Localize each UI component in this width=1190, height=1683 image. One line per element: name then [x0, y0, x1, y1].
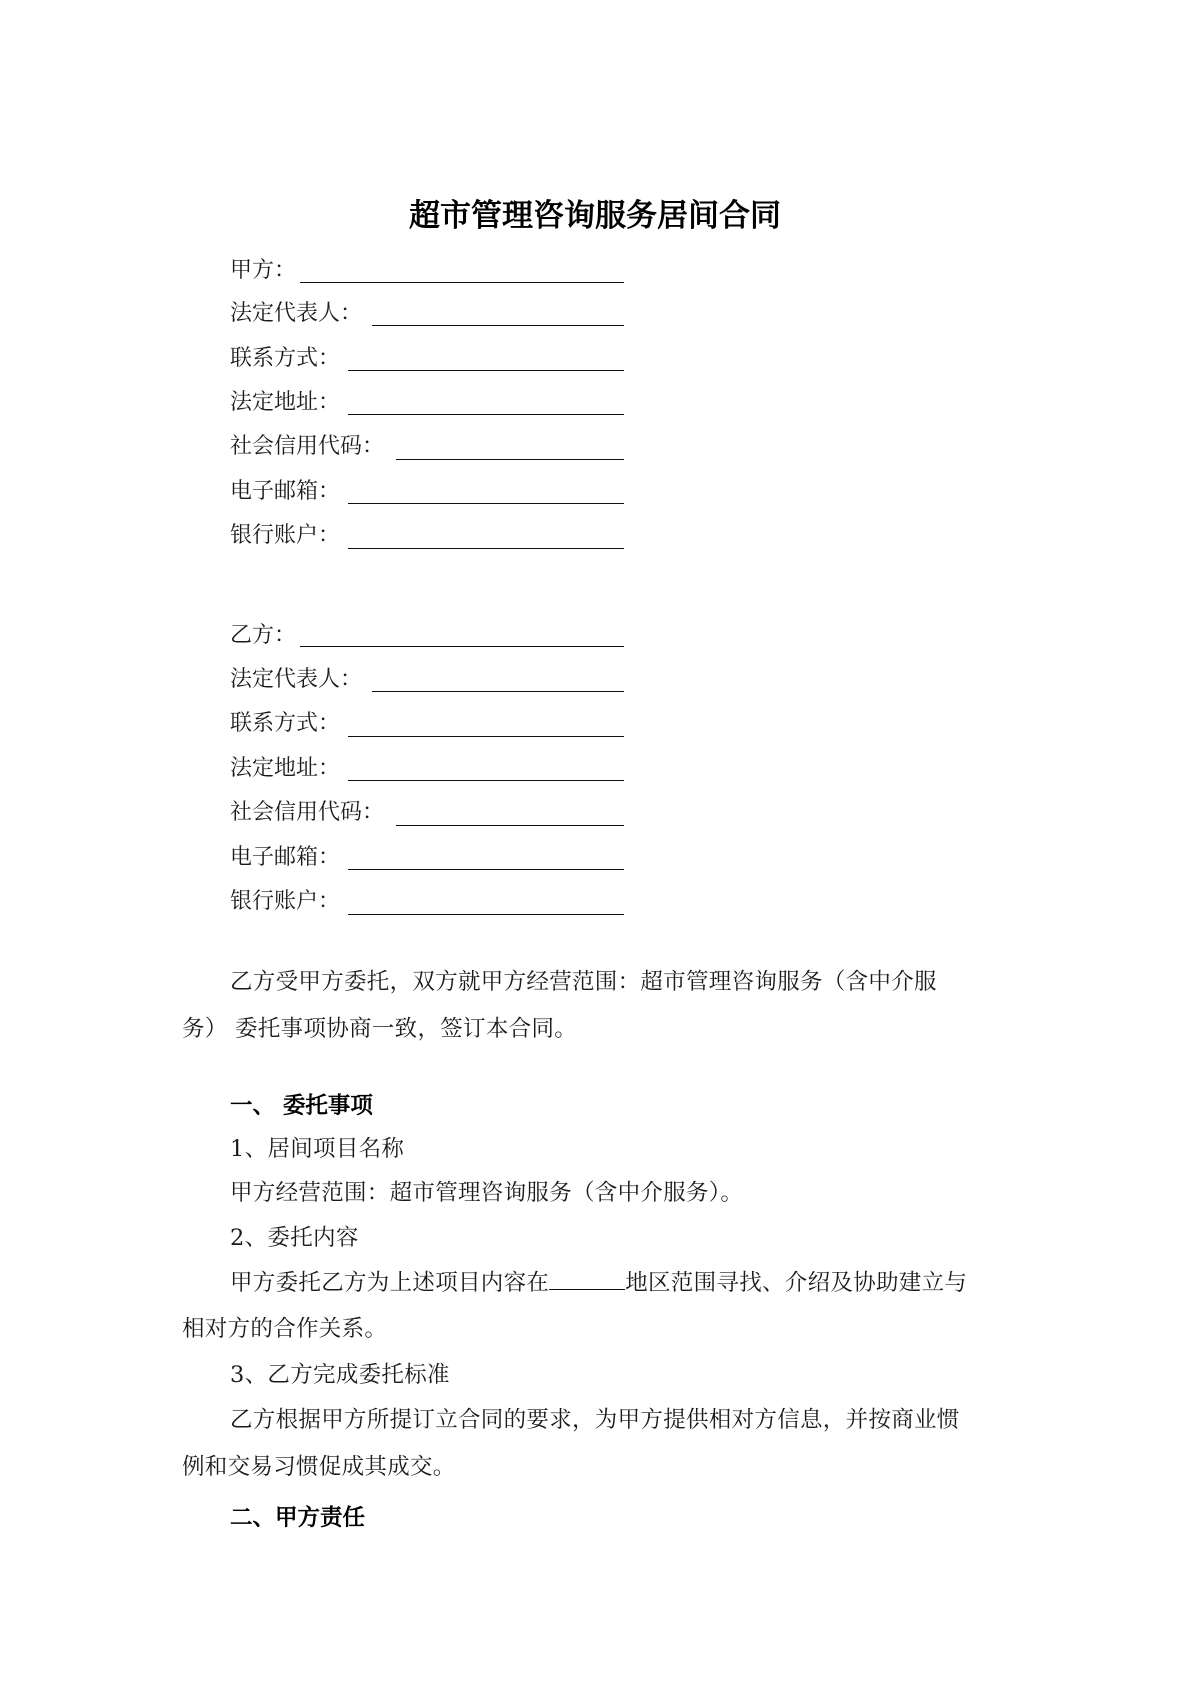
field-label: 法定地址： — [230, 756, 341, 781]
party-b-rep-underline[interactable] — [372, 691, 624, 692]
section-2-heading: 二、甲方责任 — [230, 1505, 366, 1531]
field-label: 银行账户： — [230, 889, 341, 914]
party-b-email-underline[interactable] — [348, 869, 624, 870]
intro-line-1: 乙方受甲方委托，双方就甲方经营范围：超市管理咨询服务（含中介服 — [230, 969, 937, 995]
field-label: 联系方式： — [230, 711, 341, 736]
field-label: 电子邮箱： — [230, 479, 341, 504]
party-b-bank-underline[interactable] — [348, 914, 624, 915]
section-1-item-3-text-line-1: 乙方根据甲方所提订立合同的要求，为甲方提供相对方信息，并按商业惯 — [230, 1407, 960, 1433]
party-a-credit-code-underline[interactable] — [396, 459, 624, 460]
party-b-rep-field[interactable] — [230, 665, 362, 695]
field-label: 法定地址： — [230, 390, 341, 415]
field-label: 社会信用代码： — [230, 434, 385, 459]
party-b-contact-underline[interactable] — [348, 736, 624, 737]
field-label: 法定代表人： — [230, 667, 363, 692]
party-a-email-underline[interactable] — [348, 503, 624, 504]
party-b-address-underline[interactable] — [348, 780, 624, 781]
party-a-email-field[interactable] — [230, 477, 340, 507]
field-label: 甲方： — [230, 258, 297, 283]
field-label: 联系方式： — [230, 346, 341, 371]
field-label: 社会信用代码： — [230, 800, 385, 825]
field-label: 乙方： — [230, 623, 297, 648]
party-b-name-underline[interactable] — [300, 646, 624, 647]
region-blank-field[interactable] — [549, 1269, 625, 1290]
party-a-credit-code-field[interactable] — [230, 432, 384, 462]
party-a-address-underline[interactable] — [348, 414, 624, 415]
party-a-contact-field[interactable] — [230, 344, 340, 374]
section-1-item-3-text-line-2: 例和交易习惯促成其成交。 — [182, 1454, 456, 1480]
party-a-bank-underline[interactable] — [348, 548, 624, 549]
intro-line-2: 务） 委托事项协商一致，签订本合同。 — [182, 1016, 578, 1042]
item-2-text-after: 地区范围寻找、介绍及协助建立与 — [625, 1270, 968, 1296]
section-1-item-1-text: 甲方经营范围：超市管理咨询服务（含中介服务）。 — [230, 1180, 744, 1206]
document-title: 超市管理咨询服务居间合同 — [409, 198, 781, 234]
party-b-name-field[interactable] — [230, 621, 296, 651]
field-label: 法定代表人： — [230, 301, 363, 326]
party-a-name-underline[interactable] — [300, 282, 624, 283]
party-b-address-field[interactable] — [230, 754, 340, 784]
party-b-credit-code-field[interactable] — [230, 798, 384, 828]
section-1-heading: 一、 委托事项 — [230, 1093, 373, 1119]
section-1-item-3-title: 3、乙方完成委托标准 — [230, 1362, 450, 1388]
party-a-bank-field[interactable] — [230, 521, 340, 551]
item-2-text-before: 甲方委托乙方为上述项目内容在 — [230, 1270, 550, 1296]
party-b-bank-field[interactable] — [230, 887, 340, 917]
party-b-credit-code-underline[interactable] — [396, 825, 624, 826]
field-label: 银行账户： — [230, 523, 341, 548]
party-a-rep-underline[interactable] — [372, 325, 624, 326]
party-b-email-field[interactable] — [230, 843, 340, 873]
party-a-name-field[interactable] — [230, 256, 296, 286]
section-1-item-2-title: 2、委托内容 — [230, 1225, 359, 1251]
section-1-item-1-title: 1、居间项目名称 — [230, 1136, 405, 1162]
party-a-address-field[interactable] — [230, 388, 340, 418]
section-1-item-2-text-line-2: 相对方的合作关系。 — [182, 1316, 388, 1342]
party-a-rep-field[interactable] — [230, 299, 362, 329]
party-a-contact-underline[interactable] — [348, 370, 624, 371]
section-1-item-2-text — [230, 1268, 967, 1298]
party-b-contact-field[interactable] — [230, 709, 340, 739]
field-label: 电子邮箱： — [230, 845, 341, 870]
